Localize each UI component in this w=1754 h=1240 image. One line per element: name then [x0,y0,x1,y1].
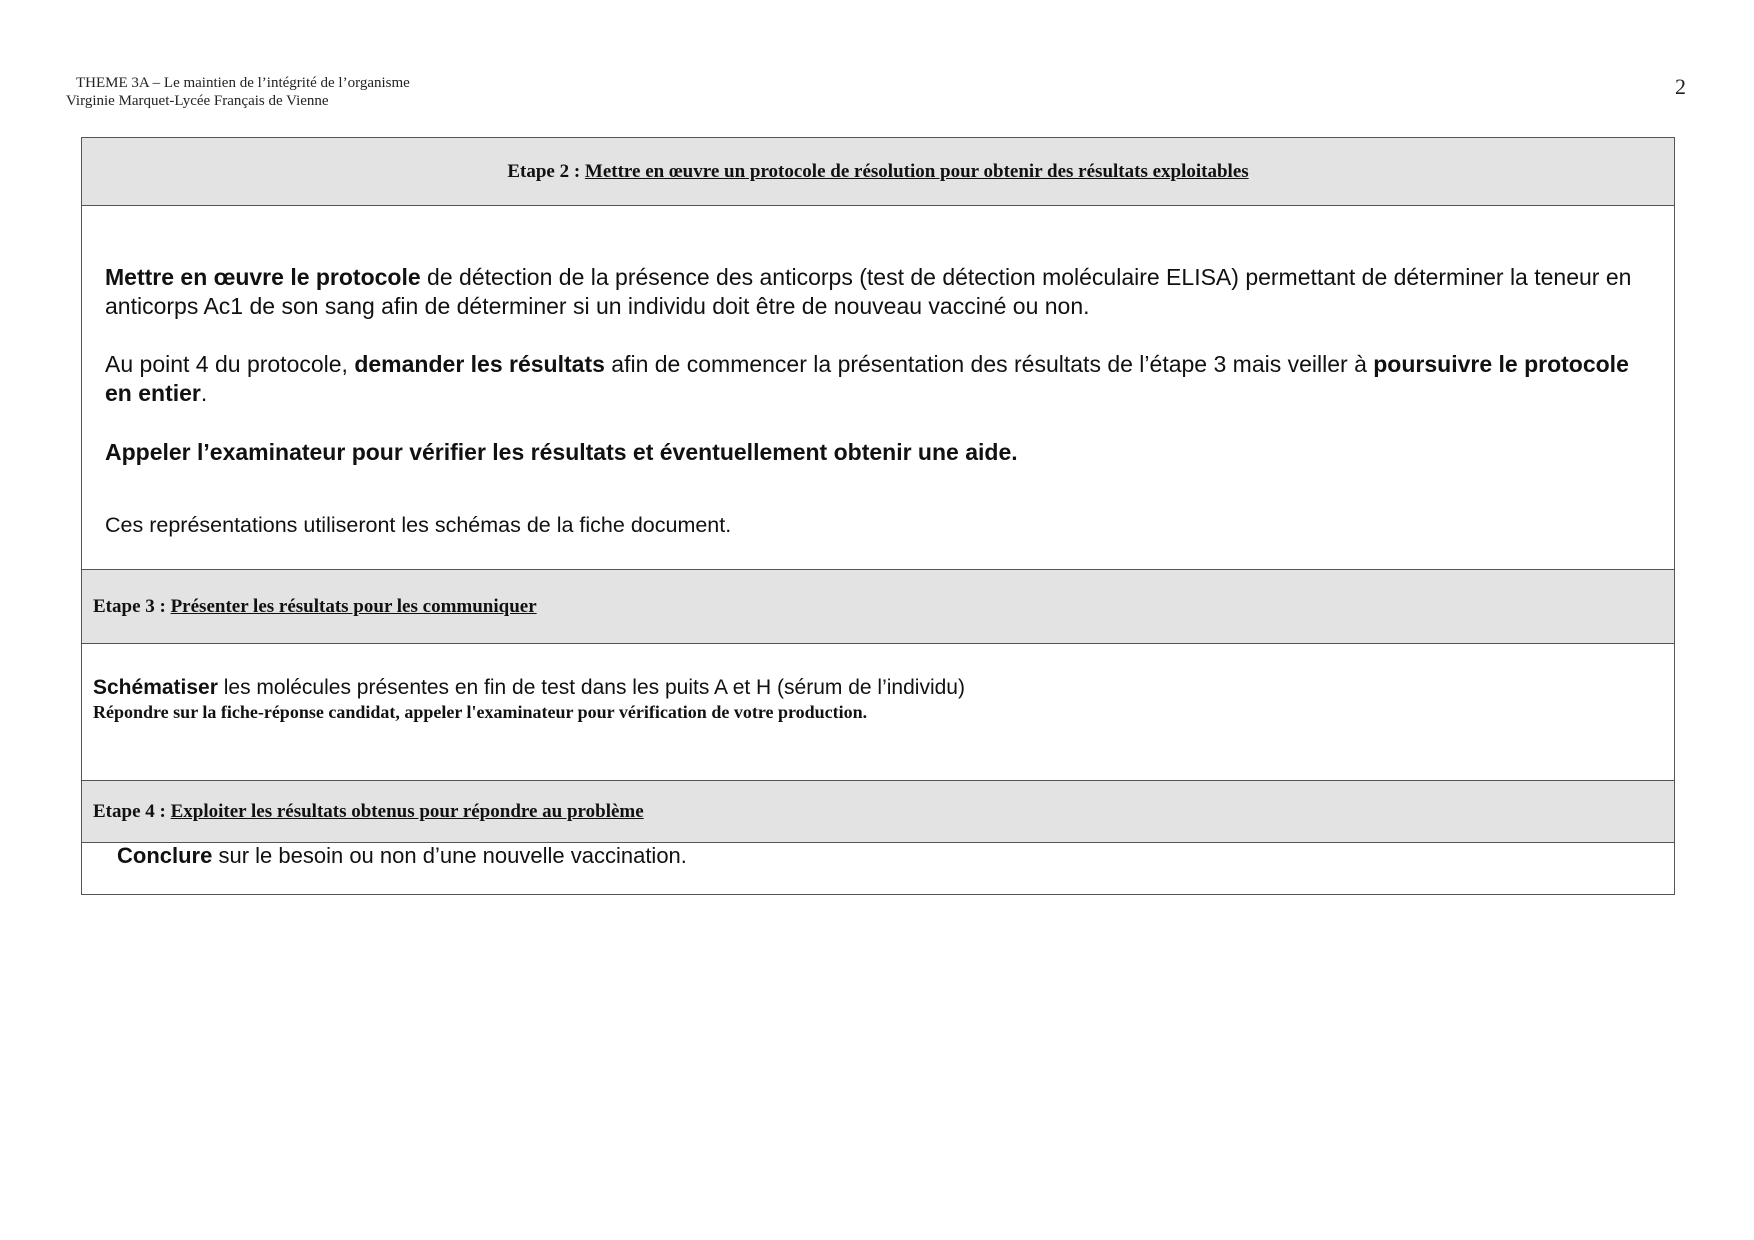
etape4-title [93,801,644,823]
etape2-header [82,138,1674,206]
etape2-p2-b: afin de commencer la présentation des résultats de l’étape 3 mais veiller à [604,351,1374,377]
page-number: 2 [1675,74,1686,99]
instructions-table [81,137,1675,895]
etape4-title-text: Exploiter les résultats obtenus pour répondre au problème [170,800,644,822]
etape2-paragraph-protocol [105,206,1636,321]
etape3-line1-text: les molécules présentes en fin de test dans les puits A et H (sérum de l’individu) [217,676,965,699]
etape2-paragraph-results [105,350,1636,408]
etape2-title-text: Mettre en œuvre un protocole de résolution pour obtenir des résultats exploitables [584,160,1249,182]
etape3-body [82,644,1674,781]
etape2-p2-bold1: demander les résultats [354,351,605,377]
etape2-body [82,206,1674,570]
etape4-line-bold: Conclure [117,843,213,868]
etape3-header [82,570,1674,644]
etape4-label: Etape 4 : [93,800,171,822]
etape2-p1-text: de détection de la présence des anticorps (test de détection moléculaire ELISA) permettant de déterminer la teneur en anticorps Ac1 de son sang afin de déterminer si un individu doit être de nouveau vacciné ou non. [105,264,1632,319]
etape2-p1-bold: Mettre en œuvre le protocole [105,264,421,290]
etape3-title-text: Présenter les résultats pour les communiquer [170,595,537,617]
etape2-paragraph-representations: Ces représentations utiliseront les schémas de la fiche document. [105,513,732,537]
etape3-line-answer-sheet: Répondre sur la fiche-réponse candidat, appeler l'examinateur pour vérification de votre production. [93,702,868,722]
etape2-label: Etape 2 : [507,160,585,182]
etape2-p2-c: . [200,380,208,406]
etape4-line-conclude [117,843,1674,869]
etape2-p2-bold2: poursuivre le protocole en entier [105,351,1629,406]
etape2-p2-a: Au point 4 du protocole, [105,351,355,377]
etape3-title [93,596,537,618]
header-theme: THEME 3A – Le maintien de l’intégrité de l’organisme [76,75,410,91]
etape4-line-text: sur le besoin ou non d’une nouvelle vaccination. [212,843,687,868]
etape3-line-schematize [93,644,1674,700]
etape4-body [82,843,1674,894]
header-author: Virginie Marquet-Lycée Français de Vienne [66,93,329,109]
etape4-header [82,781,1674,843]
etape2-paragraph-call-examiner: Appeler l’examinateur pour vérifier les résultats et éventuellement obtenir une aide. [105,439,1018,465]
etape3-line1-bold: Schématiser [93,676,218,699]
etape2-title [507,161,1248,183]
etape3-label: Etape 3 : [93,595,171,617]
